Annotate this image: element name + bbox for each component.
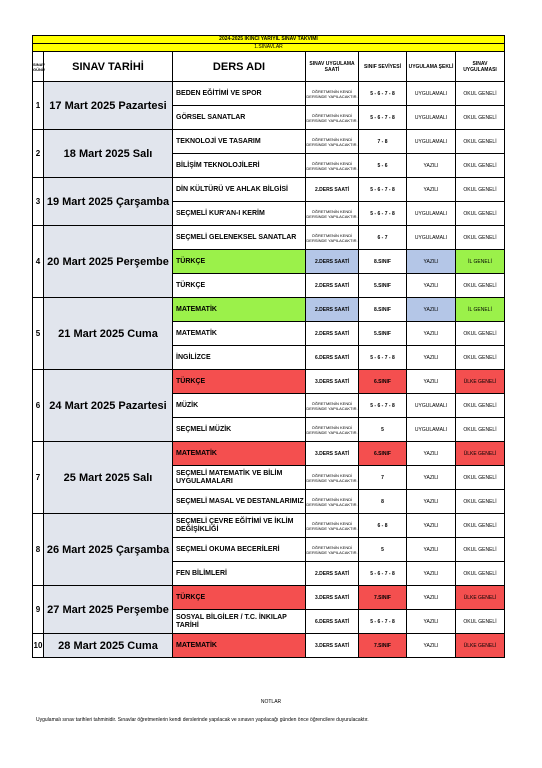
exam-type: UYGULAMALI [407,130,456,154]
exam-type: YAZILI [407,514,456,538]
exam-time: ÖĞRETMENİN KENDİ DERSİNDE YAPILACAKTIR. [306,394,359,418]
table-row [33,82,505,106]
grade-level: 5 - 6 - 7 - 8 [359,202,407,226]
exam-time: 3.DERS SAATİ [306,370,359,394]
course-name: MATEMATİK [173,322,306,346]
course-name: SOSYAL BİLGİLER / T.C. İNKILAP TARİHİ [173,610,306,634]
header-seviye: SINIF SEVİYESİ [359,52,407,82]
exam-scope: OKUL GENELİ [456,514,505,538]
exam-scope: OKUL GENELİ [456,106,505,130]
exam-time: 2.DERS SAATİ [306,250,359,274]
course-name: SEÇMELİ ÇEVRE EĞİTİMİ VE İKLİM DEĞİŞİKLİĞİ [173,514,306,538]
grade-level: 7.SINIF [359,586,407,610]
grade-level: 5 - 6 - 7 - 8 [359,106,407,130]
exam-time: 6.DERS SAATİ [306,610,359,634]
grade-level: 6 - 8 [359,514,407,538]
grade-level: 5 [359,538,407,562]
exam-scope: OKUL GENELİ [456,154,505,178]
exam-scope: OKUL GENELİ [456,562,505,586]
exam-type: YAZILI [407,370,456,394]
exam-date: 17 Mart 2025 Pazartesi [44,82,173,130]
exam-scope: OKUL GENELİ [456,322,505,346]
exam-time: 3.DERS SAATİ [306,442,359,466]
exam-type: YAZILI [407,298,456,322]
course-name: TÜRKÇE [173,370,306,394]
course-name: DİN KÜLTÜRÜ VE AHLAK BİLGİSİ [173,178,306,202]
course-name: SEÇMELİ MÜZİK [173,418,306,442]
grade-level: 5 - 6 [359,154,407,178]
course-name: TÜRKÇE [173,274,306,298]
exam-type: YAZILI [407,610,456,634]
exam-day-number: 6 [33,370,44,442]
exam-type: YAZILI [407,178,456,202]
course-name: MATEMATİK [173,298,306,322]
course-name: SEÇMELİ OKUMA BECERİLERİ [173,538,306,562]
exam-time: ÖĞRETMENİN KENDİ DERSİNDE YAPILACAKTIR. [306,106,359,130]
exam-scope: OKUL GENELİ [456,418,505,442]
table-row [33,226,505,250]
exam-scope: OKUL GENELİ [456,466,505,490]
exam-day-number: 7 [33,442,44,514]
exam-time: ÖĞRETMENİN KENDİ DERSİNDE YAPILACAKTIR. [306,82,359,106]
exam-time: 2.DERS SAATİ [306,322,359,346]
exam-scope: ÜLKE GENELİ [456,370,505,394]
exam-time: ÖĞRETMENİN KENDİ DERSİNDE YAPILACAKTIR. [306,154,359,178]
exam-date: 21 Mart 2025 Cuma [44,298,173,370]
exam-type: YAZILI [407,490,456,514]
course-name: TÜRKÇE [173,250,306,274]
course-name: BİLİŞİM TEKNOLOJİLERİ [173,154,306,178]
course-name: FEN BİLİMLERİ [173,562,306,586]
exam-time: ÖĞRETMENİN KENDİ DERSİNDE YAPILACAKTIR. [306,130,359,154]
exam-time: ÖĞRETMENİN KENDİ DERSİNDE YAPILACAKTIR. [306,418,359,442]
grade-level: 7 - 8 [359,130,407,154]
header-saat: SINAV UYGULAMA SAATİ [306,52,359,82]
exam-time: ÖĞRETMENİN KENDİ DERSİNDE YAPILACAKTIR. [306,466,359,490]
exam-scope: OKUL GENELİ [456,538,505,562]
exam-scope: OKUL GENELİ [456,226,505,250]
grade-level: 6.SINIF [359,442,407,466]
exam-scope: OKUL GENELİ [456,130,505,154]
exam-type: YAZILI [407,634,456,658]
exam-scope: İL GENELİ [456,250,505,274]
table-row [33,178,505,202]
exam-type: UYGULAMALI [407,202,456,226]
exam-scope: OKUL GENELİ [456,202,505,226]
table-row [33,634,505,658]
exam-date: 20 Mart 2025 Perşembe [44,226,173,298]
header-gun: SINAV GÜNÜ [33,52,44,82]
exam-scope: ÜLKE GENELİ [456,442,505,466]
exam-date: 18 Mart 2025 Salı [44,130,173,178]
exam-date: 28 Mart 2025 Cuma [44,634,173,658]
course-name: TEKNOLOJİ VE TASARIM [173,130,306,154]
course-name: SEÇMELİ MASAL VE DESTANLARIMIZ [173,490,306,514]
exam-type: YAZILI [407,562,456,586]
exam-type: YAZILI [407,538,456,562]
exam-type: YAZILI [407,586,456,610]
page-subtitle: 1.SINAVLAR [33,44,505,52]
grade-level: 5 [359,418,407,442]
exam-scope: OKUL GENELİ [456,346,505,370]
grade-level: 5 - 6 - 7 - 8 [359,178,407,202]
grade-level: 8.SINIF [359,298,407,322]
exam-date: 26 Mart 2025 Çarşamba [44,514,173,586]
header-uygulama: SINAV UYGULAMASI [456,52,505,82]
exam-scope: OKUL GENELİ [456,394,505,418]
exam-day-number: 5 [33,298,44,370]
exam-scope: OKUL GENELİ [456,178,505,202]
exam-type: YAZILI [407,466,456,490]
exam-time: 2.DERS SAATİ [306,178,359,202]
exam-day-number: 1 [33,82,44,130]
grade-level: 5 - 6 - 7 - 8 [359,82,407,106]
grade-level: 5.SINIF [359,322,407,346]
exam-type: UYGULAMALI [407,82,456,106]
exam-date: 27 Mart 2025 Perşembe [44,586,173,634]
exam-time: ÖĞRETMENİN KENDİ DERSİNDE YAPILACAKTIR. [306,226,359,250]
grade-level: 5 - 6 - 7 - 8 [359,346,407,370]
exam-time: 2.DERS SAATİ [306,562,359,586]
exam-type: UYGULAMALI [407,394,456,418]
course-name: BEDEN EĞİTİMİ VE SPOR [173,82,306,106]
course-name: MATEMATİK [173,634,306,658]
course-name: GÖRSEL SANATLAR [173,106,306,130]
grade-level: 6.SINIF [359,370,407,394]
exam-scope: OKUL GENELİ [456,82,505,106]
course-name: İNGİLİZCE [173,346,306,370]
exam-type: YAZILI [407,154,456,178]
course-name: MÜZİK [173,394,306,418]
exam-scope: OKUL GENELİ [456,610,505,634]
exam-time: 2.DERS SAATİ [306,274,359,298]
exam-time: 6.DERS SAATİ [306,346,359,370]
exam-day-number: 10 [33,634,44,658]
table-row [33,370,505,394]
page-title: 2024-2025 İKİNCİ YARIYIL SINAV TAKVİMİ [33,36,505,44]
header-sekil: UYGULAMA ŞEKLİ [407,52,456,82]
table-row [33,130,505,154]
exam-type: YAZILI [407,322,456,346]
grade-level: 5 - 6 - 7 - 8 [359,394,407,418]
grade-level: 7.SINIF [359,634,407,658]
exam-time: ÖĞRETMENİN KENDİ DERSİNDE YAPILACAKTIR. [306,514,359,538]
schedule-table [32,35,505,658]
exam-time: ÖĞRETMENİN KENDİ DERSİNDE YAPILACAKTIR. [306,538,359,562]
exam-type: UYGULAMALI [407,106,456,130]
exam-type: YAZILI [407,274,456,298]
table-row [33,586,505,610]
exam-day-number: 4 [33,226,44,298]
table-row [33,514,505,538]
schedule-body [33,82,505,658]
exam-type: UYGULAMALI [407,226,456,250]
exam-schedule [32,35,504,658]
grade-level: 5 - 6 - 7 - 8 [359,562,407,586]
course-name: SEÇMELİ GELENEKSEL SANATLAR [173,226,306,250]
exam-type: UYGULAMALI [407,418,456,442]
exam-day-number: 3 [33,178,44,226]
exam-date: 19 Mart 2025 Çarşamba [44,178,173,226]
course-name: SEÇMELİ MATEMATİK VE BİLİM UYGULAMALARI [173,466,306,490]
exam-type: YAZILI [407,250,456,274]
exam-time: 3.DERS SAATİ [306,586,359,610]
exam-time: 3.DERS SAATİ [306,634,359,658]
table-row [33,442,505,466]
header-tarih: SINAV TARİHİ [44,52,173,82]
course-name: SEÇMELİ KUR'AN-I KERİM [173,202,306,226]
exam-scope: ÜLKE GENELİ [456,586,505,610]
exam-scope: OKUL GENELİ [456,490,505,514]
exam-date: 24 Mart 2025 Pazartesi [44,370,173,442]
grade-level: 8.SINIF [359,250,407,274]
grade-level: 6 - 7 [359,226,407,250]
notes-text: Uygulamalı sınav tarihleri tahminidir. Sınavlar öğretmenlerin kendi derslerinde yapılacak ve sınavın yapılacağı günden önce öğrencilere duyurulacaktır. [36,717,369,723]
exam-scope: İL GENELİ [456,298,505,322]
grade-level: 7 [359,466,407,490]
grade-level: 5 - 6 - 7 - 8 [359,610,407,634]
exam-time: ÖĞRETMENİN KENDİ DERSİNDE YAPILACAKTIR. [306,490,359,514]
exam-date: 25 Mart 2025 Salı [44,442,173,514]
exam-day-number: 2 [33,130,44,178]
exam-day-number: 9 [33,586,44,634]
header-row [33,52,505,82]
exam-scope: OKUL GENELİ [456,274,505,298]
exam-day-number: 8 [33,514,44,586]
course-name: MATEMATİK [173,442,306,466]
table-row [33,298,505,322]
course-name: TÜRKÇE [173,586,306,610]
exam-time: ÖĞRETMENİN KENDİ DERSİNDE YAPILACAKTIR. [306,202,359,226]
exam-scope: ÜLKE GENELİ [456,634,505,658]
header-ders: DERS ADI [173,52,306,82]
grade-level: 5.SINIF [359,274,407,298]
exam-type: YAZILI [407,442,456,466]
notes-label: NOTLAR [260,699,282,705]
grade-level: 8 [359,490,407,514]
exam-type: YAZILI [407,346,456,370]
exam-time: 2.DERS SAATİ [306,298,359,322]
